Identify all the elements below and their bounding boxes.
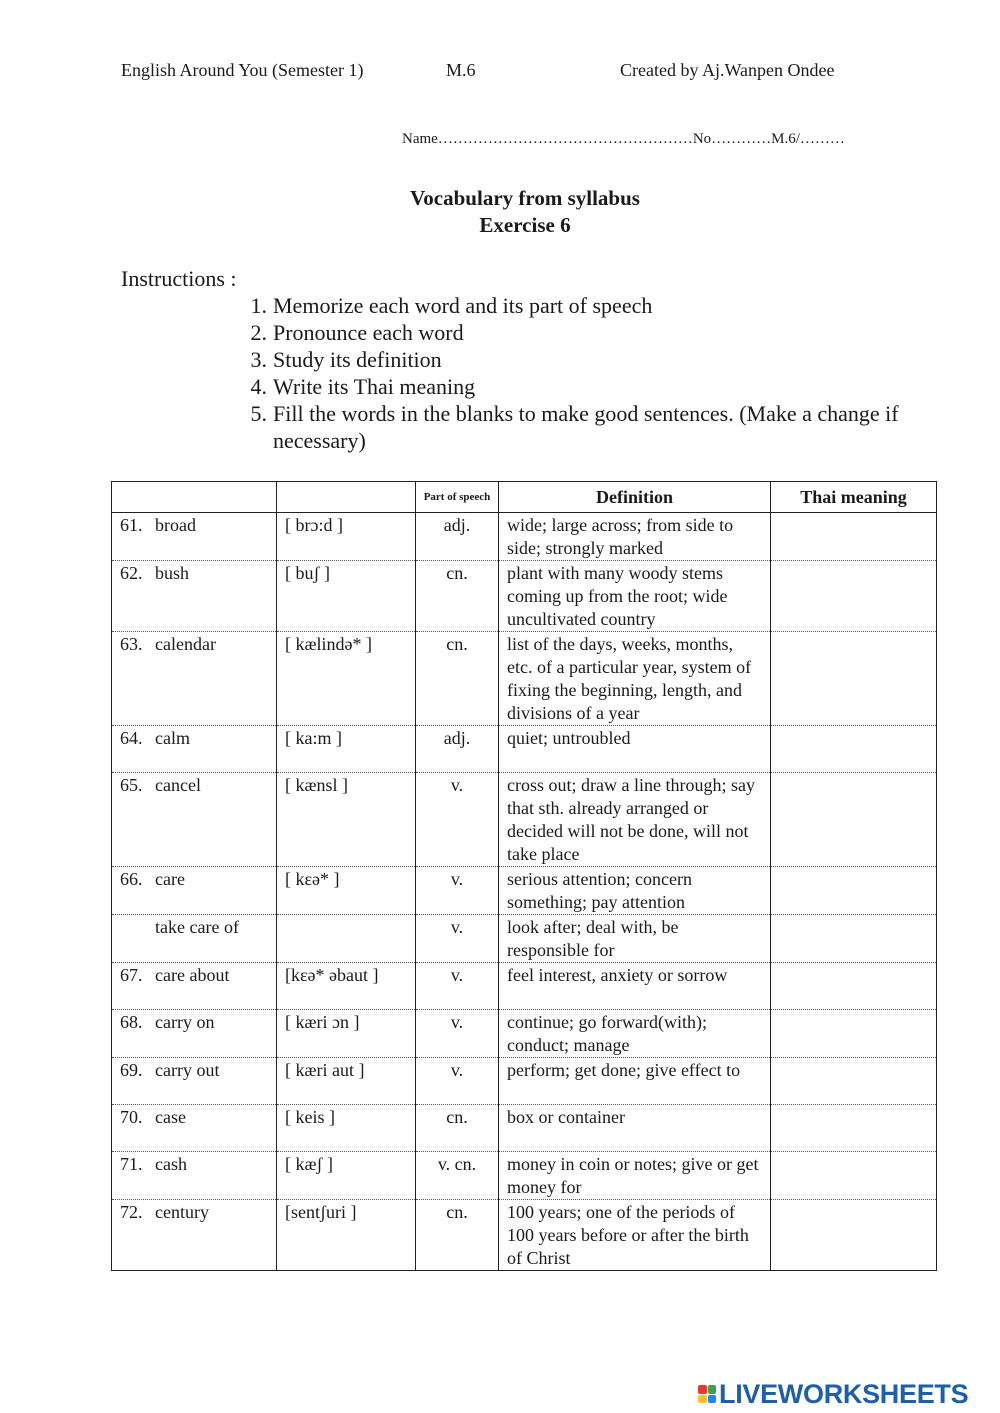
thai-meaning-cell[interactable] [771, 1200, 937, 1271]
page-title: Vocabulary from syllabus [410, 186, 640, 210]
table-row [112, 867, 937, 915]
vocab-word: care about [155, 965, 230, 985]
vocab-word-cell [112, 1200, 277, 1271]
vocab-word: bush [155, 563, 190, 583]
vocab-number: 61. [120, 515, 143, 535]
table-row [112, 915, 937, 963]
liveworksheets-logo [698, 1380, 993, 1408]
vocab-word: cash [155, 1154, 187, 1174]
instruction-item [231, 319, 931, 346]
part-of-speech-cell: cn. [416, 561, 499, 632]
vocab-number: 63. [120, 634, 143, 654]
pronunciation-cell: [ kɛə* ] [277, 867, 416, 915]
part-of-speech-cell: adj. [416, 513, 499, 561]
instruction-text: Fill the words in the blanks to make good sentences. (Make a change if necessary) [273, 401, 899, 453]
thai-meaning-cell[interactable] [771, 1105, 937, 1152]
thai-meaning-cell[interactable] [771, 513, 937, 561]
thai-meaning-cell[interactable] [771, 561, 937, 632]
thai-meaning-cell[interactable] [771, 773, 937, 867]
table-row [112, 1010, 937, 1058]
table-row [112, 1152, 937, 1200]
pronunciation-cell: [ ka:m ] [277, 726, 416, 773]
table-row [112, 1105, 937, 1152]
header-pronunciation [277, 482, 416, 513]
definition-cell: serious attention; concern something; pay attention [499, 867, 771, 915]
definition-cell: wide; large across; from side to side; strongly marked [499, 513, 771, 561]
table-row [112, 1058, 937, 1105]
vocab-word-cell [112, 561, 277, 632]
pronunciation-cell: [kɛə* əbaut ] [277, 963, 416, 1010]
header-definition: Definition [499, 482, 771, 513]
vocab-word-cell [112, 1152, 277, 1200]
instruction-number: 1. [250, 293, 267, 318]
class-level: M.6 [446, 60, 476, 80]
definition-cell: quiet; untroubled [499, 726, 771, 773]
thai-meaning-cell[interactable] [771, 1058, 937, 1105]
part-of-speech-cell: v. [416, 867, 499, 915]
vocab-number: 65. [120, 775, 143, 795]
definition-cell: perform; get done; give effect to [499, 1058, 771, 1105]
vocab-word-cell [112, 963, 277, 1010]
table-row [112, 1200, 937, 1271]
thai-meaning-cell[interactable] [771, 726, 937, 773]
definition-cell: plant with many woody stems coming up from the root; wide uncultivated country [499, 561, 771, 632]
logo-square-yellow [698, 1395, 707, 1404]
vocab-word: calendar [155, 634, 216, 654]
vocab-number: 69. [120, 1060, 143, 1080]
part-of-speech-cell: v. cn. [416, 1152, 499, 1200]
pronunciation-cell: [ kæri aut ] [277, 1058, 416, 1105]
vocab-word: care [155, 869, 185, 889]
vocab-word-cell [112, 632, 277, 726]
instruction-number: 2. [250, 320, 267, 345]
vocab-word: carry out [155, 1060, 220, 1080]
instruction-text: Memorize each word and its part of speech [273, 293, 653, 318]
vocab-number: 66. [120, 869, 143, 889]
instruction-text: Pronounce each word [273, 320, 464, 345]
student-name-line: Name……………………………………………No…………M.6/……… [402, 131, 845, 147]
thai-meaning-cell[interactable] [771, 632, 937, 726]
vocabulary-table [111, 481, 937, 1271]
instruction-text: Study its definition [273, 347, 442, 372]
logo-mark-icon [698, 1385, 716, 1403]
definition-cell: continue; go forward(with); conduct; manage [499, 1010, 771, 1058]
vocab-number: 70. [120, 1107, 143, 1127]
pronunciation-cell [277, 915, 416, 963]
vocab-word: case [155, 1107, 186, 1127]
header-thai-meaning: Thai meaning [771, 482, 937, 513]
vocab-word-cell [112, 726, 277, 773]
vocab-number: 67. [120, 965, 143, 985]
instruction-item [231, 292, 931, 319]
instruction-number: 4. [250, 374, 267, 399]
vocab-word-cell [112, 773, 277, 867]
table-row [112, 773, 937, 867]
instruction-text: Write its Thai meaning [273, 374, 476, 399]
vocab-number: 72. [120, 1202, 143, 1222]
part-of-speech-cell: cn. [416, 1200, 499, 1271]
vocab-number: 68. [120, 1012, 143, 1032]
vocab-word: century [155, 1202, 209, 1222]
table-row [112, 632, 937, 726]
definition-cell: box or container [499, 1105, 771, 1152]
thai-meaning-cell[interactable] [771, 1010, 937, 1058]
table-row [112, 726, 937, 773]
definition-cell: look after; deal with, be responsible for [499, 915, 771, 963]
part-of-speech-cell: v. [416, 963, 499, 1010]
instruction-number: 3. [250, 347, 267, 372]
vocab-number: 62. [120, 563, 143, 583]
logo-square-blue [708, 1395, 717, 1404]
logo-square-green [708, 1385, 717, 1394]
definition-cell: cross out; draw a line through; say that sth. already arranged or decided will not be done, will not take place [499, 773, 771, 867]
vocab-word: calm [155, 728, 190, 748]
part-of-speech-cell: v. [416, 773, 499, 867]
pronunciation-cell: [ kæʃ ] [277, 1152, 416, 1200]
part-of-speech-cell: adj. [416, 726, 499, 773]
vocab-number: 71. [120, 1154, 143, 1174]
creator-credit: Created by Aj.Wanpen Ondee [620, 60, 835, 80]
part-of-speech-cell: v. [416, 915, 499, 963]
vocab-word-cell [112, 1010, 277, 1058]
pronunciation-cell: [ buʃ ] [277, 561, 416, 632]
instruction-number: 5. [250, 401, 267, 426]
vocab-word: take care of [155, 917, 239, 937]
pronunciation-cell: [ kælində* ] [277, 632, 416, 726]
pronunciation-cell: [sentʃuri ] [277, 1200, 416, 1271]
definition-cell: list of the days, weeks, months, etc. of a particular year, system of fixing the beginning, length, and divisions of a year [499, 632, 771, 726]
table-header-row [112, 482, 937, 513]
logo-text: LIVEWORKSHEETS [719, 1378, 969, 1409]
vocab-word: carry on [155, 1012, 215, 1032]
definition-cell: feel interest, anxiety or sorrow [499, 963, 771, 1010]
exercise-title: Exercise 6 [479, 213, 571, 237]
table-row [112, 561, 937, 632]
vocab-word-cell [112, 513, 277, 561]
thai-meaning-cell[interactable] [771, 1152, 937, 1200]
instruction-item [231, 346, 931, 373]
pronunciation-cell: [ brɔ:d ] [277, 513, 416, 561]
course-title: English Around You (Semester 1) [121, 60, 364, 80]
part-of-speech-cell: cn. [416, 632, 499, 726]
vocab-word-cell [112, 915, 277, 963]
instructions-label: Instructions : [121, 266, 237, 291]
pronunciation-cell: [ keis ] [277, 1105, 416, 1152]
pronunciation-cell: [ kænsl ] [277, 773, 416, 867]
part-of-speech-cell: cn. [416, 1105, 499, 1152]
thai-meaning-cell[interactable] [771, 963, 937, 1010]
thai-meaning-cell[interactable] [771, 915, 937, 963]
header-word [112, 482, 277, 513]
vocab-word-cell [112, 1105, 277, 1152]
table-row [112, 513, 937, 561]
header-part-of-speech: Part of speech [416, 482, 499, 513]
definition-cell: money in coin or notes; give or get money for [499, 1152, 771, 1200]
instruction-item [231, 373, 931, 400]
part-of-speech-cell: v. [416, 1010, 499, 1058]
thai-meaning-cell[interactable] [771, 867, 937, 915]
logo-square-red [698, 1385, 707, 1394]
table-row [112, 963, 937, 1010]
definition-cell: 100 years; one of the periods of 100 years before or after the birth of Christ [499, 1200, 771, 1271]
vocab-number: 64. [120, 728, 143, 748]
vocab-word-cell [112, 867, 277, 915]
instruction-item [231, 400, 931, 454]
instructions-list [231, 292, 931, 454]
part-of-speech-cell: v. [416, 1058, 499, 1105]
pronunciation-cell: [ kæri ɔn ] [277, 1010, 416, 1058]
vocab-word: cancel [155, 775, 201, 795]
vocab-word-cell [112, 1058, 277, 1105]
vocab-word: broad [155, 515, 196, 535]
